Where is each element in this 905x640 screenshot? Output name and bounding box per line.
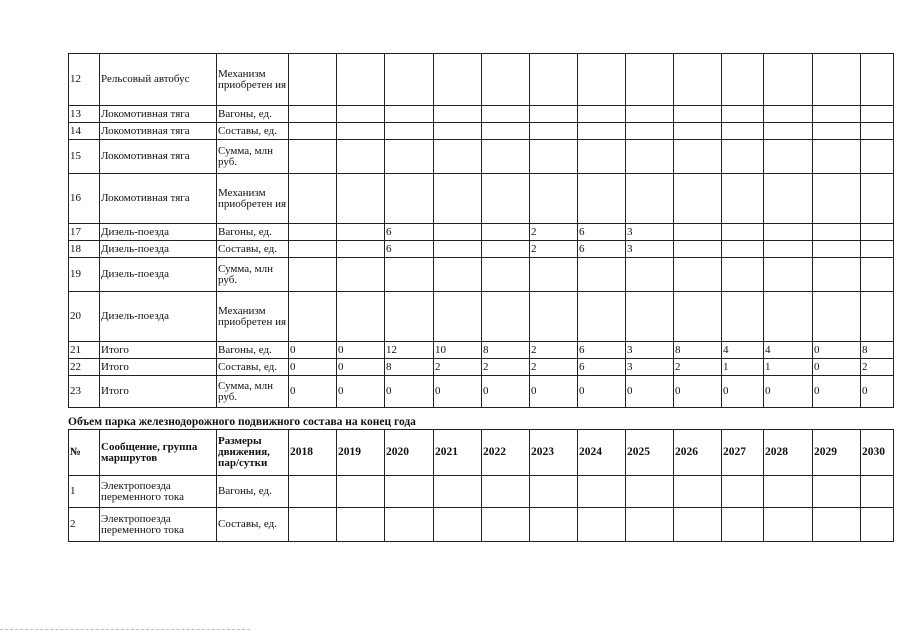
year-value-cell: 0 <box>813 376 861 408</box>
year-value-cell <box>337 292 385 342</box>
year-value-cell <box>674 508 722 542</box>
row-number-cell: 12 <box>69 54 100 106</box>
table-row <box>69 54 894 106</box>
header-year: 2029 <box>813 430 861 476</box>
year-value-cell <box>626 106 674 123</box>
header-num: № <box>69 430 100 476</box>
rolling-stock-acquisition-table <box>68 53 894 408</box>
year-value-cell: 6 <box>578 241 626 258</box>
table-row <box>69 376 894 408</box>
year-value-cell <box>764 174 813 224</box>
row-number-cell: 22 <box>69 359 100 376</box>
year-value-cell <box>337 241 385 258</box>
year-value-cell <box>764 106 813 123</box>
year-value-cell: 0 <box>289 359 337 376</box>
year-value-cell <box>626 258 674 292</box>
year-value-cell <box>578 106 626 123</box>
route-cell: Дизель-поезда <box>100 241 217 258</box>
year-value-cell <box>289 292 337 342</box>
year-value-cell <box>385 476 434 508</box>
year-value-cell <box>434 258 482 292</box>
fleet-volume-table <box>68 429 894 542</box>
year-value-cell: 4 <box>722 342 764 359</box>
year-value-cell <box>813 106 861 123</box>
year-value-cell <box>434 508 482 542</box>
year-value-cell <box>434 123 482 140</box>
route-cell: Локомотивная тяга <box>100 174 217 224</box>
year-value-cell <box>722 476 764 508</box>
measure-cell: Вагоны, ед. <box>217 476 289 508</box>
row-number-cell: 19 <box>69 258 100 292</box>
route-cell: Дизель-поезда <box>100 258 217 292</box>
year-value-cell: 0 <box>578 376 626 408</box>
row-number-cell: 2 <box>69 508 100 542</box>
table-row <box>69 508 894 542</box>
year-value-cell <box>337 476 385 508</box>
year-value-cell <box>578 508 626 542</box>
year-value-cell <box>289 258 337 292</box>
route-cell: Итого <box>100 376 217 408</box>
year-value-cell: 8 <box>861 342 894 359</box>
year-value-cell <box>578 174 626 224</box>
year-value-cell <box>674 140 722 174</box>
year-value-cell <box>722 258 764 292</box>
measure-cell: Механизм приобретен ия <box>217 174 289 224</box>
year-value-cell: 0 <box>813 359 861 376</box>
table-row <box>69 123 894 140</box>
table-row <box>69 241 894 258</box>
year-value-cell <box>434 241 482 258</box>
year-value-cell: 2 <box>530 342 578 359</box>
route-cell: Итого <box>100 342 217 359</box>
measure-cell: Сумма, млн руб. <box>217 258 289 292</box>
year-value-cell <box>626 123 674 140</box>
year-value-cell <box>813 241 861 258</box>
year-value-cell <box>722 54 764 106</box>
year-value-cell: 6 <box>578 342 626 359</box>
year-value-cell <box>385 292 434 342</box>
year-value-cell <box>674 476 722 508</box>
year-value-cell <box>337 224 385 241</box>
year-value-cell <box>722 292 764 342</box>
year-value-cell <box>530 174 578 224</box>
year-value-cell <box>813 54 861 106</box>
year-value-cell <box>289 224 337 241</box>
year-value-cell <box>626 174 674 224</box>
year-value-cell <box>530 140 578 174</box>
year-value-cell <box>674 174 722 224</box>
year-value-cell <box>813 224 861 241</box>
header-year: 2028 <box>764 430 813 476</box>
table-header-row <box>69 430 894 476</box>
header-year: 2019 <box>337 430 385 476</box>
year-value-cell: 2 <box>861 359 894 376</box>
year-value-cell <box>434 174 482 224</box>
year-value-cell <box>861 241 894 258</box>
year-value-cell <box>482 140 530 174</box>
year-value-cell <box>289 508 337 542</box>
year-value-cell <box>813 140 861 174</box>
route-cell: Электропоезда переменного тока <box>100 508 217 542</box>
header-year: 2023 <box>530 430 578 476</box>
year-value-cell <box>674 224 722 241</box>
year-value-cell <box>861 224 894 241</box>
year-value-cell: 0 <box>764 376 813 408</box>
year-value-cell <box>626 292 674 342</box>
table-row <box>69 476 894 508</box>
year-value-cell <box>764 508 813 542</box>
year-value-cell <box>530 123 578 140</box>
year-value-cell: 6 <box>385 241 434 258</box>
route-cell: Рельсовый автобус <box>100 54 217 106</box>
header-year: 2025 <box>626 430 674 476</box>
table-row <box>69 224 894 241</box>
year-value-cell <box>722 140 764 174</box>
year-value-cell <box>674 54 722 106</box>
header-route: Сообщение, группа маршрутов <box>100 430 217 476</box>
year-value-cell: 0 <box>482 376 530 408</box>
year-value-cell: 0 <box>674 376 722 408</box>
table-row <box>69 292 894 342</box>
year-value-cell <box>385 508 434 542</box>
row-number-cell: 20 <box>69 292 100 342</box>
year-value-cell: 8 <box>385 359 434 376</box>
table-row <box>69 359 894 376</box>
year-value-cell: 1 <box>722 359 764 376</box>
year-value-cell: 3 <box>626 241 674 258</box>
year-value-cell <box>722 224 764 241</box>
year-value-cell <box>434 106 482 123</box>
year-value-cell <box>764 241 813 258</box>
year-value-cell <box>482 292 530 342</box>
measure-cell: Механизм приобретен ия <box>217 292 289 342</box>
year-value-cell <box>337 508 385 542</box>
year-value-cell <box>530 54 578 106</box>
year-value-cell <box>289 140 337 174</box>
header-year: 2027 <box>722 430 764 476</box>
year-value-cell <box>482 508 530 542</box>
year-value-cell <box>764 476 813 508</box>
year-value-cell <box>722 106 764 123</box>
year-value-cell: 0 <box>337 342 385 359</box>
year-value-cell <box>813 476 861 508</box>
year-value-cell: 0 <box>289 342 337 359</box>
year-value-cell: 2 <box>530 359 578 376</box>
year-value-cell: 1 <box>764 359 813 376</box>
year-value-cell <box>385 54 434 106</box>
header-year: 2021 <box>434 430 482 476</box>
year-value-cell <box>813 508 861 542</box>
year-value-cell <box>626 54 674 106</box>
year-value-cell: 0 <box>722 376 764 408</box>
year-value-cell <box>337 106 385 123</box>
year-value-cell: 0 <box>385 376 434 408</box>
year-value-cell <box>722 241 764 258</box>
year-value-cell: 2 <box>674 359 722 376</box>
measure-cell: Вагоны, ед. <box>217 224 289 241</box>
year-value-cell: 0 <box>813 342 861 359</box>
year-value-cell: 8 <box>674 342 722 359</box>
year-value-cell <box>578 140 626 174</box>
year-value-cell <box>482 54 530 106</box>
header-year: 2024 <box>578 430 626 476</box>
footer-divider <box>0 629 250 630</box>
route-cell: Итого <box>100 359 217 376</box>
year-value-cell <box>861 106 894 123</box>
measure-cell: Составы, ед. <box>217 241 289 258</box>
year-value-cell <box>530 476 578 508</box>
year-value-cell: 2 <box>530 224 578 241</box>
year-value-cell <box>289 123 337 140</box>
year-value-cell <box>289 241 337 258</box>
table-row <box>69 140 894 174</box>
row-number-cell: 23 <box>69 376 100 408</box>
year-value-cell <box>482 106 530 123</box>
year-value-cell <box>434 140 482 174</box>
measure-cell: Вагоны, ед. <box>217 106 289 123</box>
year-value-cell: 4 <box>764 342 813 359</box>
year-value-cell: 0 <box>861 376 894 408</box>
year-value-cell: 0 <box>337 376 385 408</box>
row-number-cell: 1 <box>69 476 100 508</box>
year-value-cell: 6 <box>578 359 626 376</box>
year-value-cell <box>385 174 434 224</box>
year-value-cell: 8 <box>482 342 530 359</box>
year-value-cell <box>385 258 434 292</box>
year-value-cell: 2 <box>482 359 530 376</box>
year-value-cell <box>289 174 337 224</box>
measure-cell: Составы, ед. <box>217 123 289 140</box>
measure-cell: Механизм приобретен ия <box>217 54 289 106</box>
year-value-cell <box>861 258 894 292</box>
year-value-cell: 0 <box>289 376 337 408</box>
year-value-cell <box>385 140 434 174</box>
year-value-cell <box>861 292 894 342</box>
year-value-cell <box>434 54 482 106</box>
row-number-cell: 14 <box>69 123 100 140</box>
year-value-cell: 12 <box>385 342 434 359</box>
year-value-cell <box>530 508 578 542</box>
table-row <box>69 342 894 359</box>
year-value-cell <box>674 292 722 342</box>
year-value-cell: 2 <box>530 241 578 258</box>
year-value-cell <box>434 224 482 241</box>
year-value-cell <box>578 123 626 140</box>
header-year: 2022 <box>482 430 530 476</box>
year-value-cell <box>764 140 813 174</box>
year-value-cell <box>337 54 385 106</box>
year-value-cell <box>861 123 894 140</box>
year-value-cell: 10 <box>434 342 482 359</box>
year-value-cell <box>861 140 894 174</box>
route-cell: Локомотивная тяга <box>100 140 217 174</box>
year-value-cell <box>764 54 813 106</box>
year-value-cell <box>482 174 530 224</box>
route-cell: Дизель-поезда <box>100 292 217 342</box>
year-value-cell <box>578 292 626 342</box>
route-cell: Локомотивная тяга <box>100 123 217 140</box>
year-value-cell <box>482 123 530 140</box>
year-value-cell <box>289 54 337 106</box>
header-year: 2018 <box>289 430 337 476</box>
header-year: 2026 <box>674 430 722 476</box>
year-value-cell <box>337 140 385 174</box>
table-row <box>69 174 894 224</box>
year-value-cell <box>674 123 722 140</box>
header-year: 2020 <box>385 430 434 476</box>
year-value-cell <box>813 258 861 292</box>
measure-cell: Составы, ед. <box>217 508 289 542</box>
measure-cell: Сумма, млн руб. <box>217 140 289 174</box>
year-value-cell <box>578 258 626 292</box>
year-value-cell <box>337 123 385 140</box>
year-value-cell <box>764 123 813 140</box>
year-value-cell <box>337 174 385 224</box>
year-value-cell <box>722 123 764 140</box>
year-value-cell <box>530 258 578 292</box>
year-value-cell <box>813 123 861 140</box>
year-value-cell <box>578 476 626 508</box>
year-value-cell: 0 <box>337 359 385 376</box>
route-cell: Электропоезда переменного тока <box>100 476 217 508</box>
year-value-cell <box>674 258 722 292</box>
year-value-cell <box>813 292 861 342</box>
year-value-cell <box>764 224 813 241</box>
year-value-cell <box>764 258 813 292</box>
measure-cell: Вагоны, ед. <box>217 342 289 359</box>
year-value-cell <box>861 508 894 542</box>
year-value-cell: 3 <box>626 359 674 376</box>
year-value-cell <box>337 258 385 292</box>
year-value-cell: 0 <box>434 376 482 408</box>
year-value-cell <box>626 476 674 508</box>
year-value-cell: 6 <box>385 224 434 241</box>
year-value-cell: 2 <box>434 359 482 376</box>
row-number-cell: 17 <box>69 224 100 241</box>
header-year: 2030 <box>861 430 894 476</box>
year-value-cell <box>861 174 894 224</box>
table-row <box>69 106 894 123</box>
year-value-cell <box>289 476 337 508</box>
table-row <box>69 258 894 292</box>
row-number-cell: 13 <box>69 106 100 123</box>
row-number-cell: 15 <box>69 140 100 174</box>
row-number-cell: 21 <box>69 342 100 359</box>
year-value-cell <box>530 292 578 342</box>
year-value-cell <box>674 241 722 258</box>
row-number-cell: 18 <box>69 241 100 258</box>
route-cell: Дизель-поезда <box>100 224 217 241</box>
measure-cell: Сумма, млн руб. <box>217 376 289 408</box>
year-value-cell: 3 <box>626 224 674 241</box>
year-value-cell: 6 <box>578 224 626 241</box>
row-number-cell: 16 <box>69 174 100 224</box>
year-value-cell <box>385 123 434 140</box>
year-value-cell <box>530 106 578 123</box>
year-value-cell <box>385 106 434 123</box>
year-value-cell <box>722 174 764 224</box>
year-value-cell <box>813 174 861 224</box>
year-value-cell <box>578 54 626 106</box>
year-value-cell <box>722 508 764 542</box>
year-value-cell <box>434 292 482 342</box>
year-value-cell <box>861 54 894 106</box>
measure-cell: Составы, ед. <box>217 359 289 376</box>
year-value-cell <box>482 224 530 241</box>
year-value-cell: 0 <box>530 376 578 408</box>
year-value-cell <box>626 508 674 542</box>
year-value-cell <box>482 241 530 258</box>
route-cell: Локомотивная тяга <box>100 106 217 123</box>
year-value-cell <box>434 476 482 508</box>
year-value-cell: 3 <box>626 342 674 359</box>
year-value-cell <box>861 476 894 508</box>
year-value-cell <box>289 106 337 123</box>
header-measure: Размеры движения, пар/сутки <box>217 430 289 476</box>
fleet-volume-title: Объем парка железнодорожного подвижного состава на конец года <box>68 416 416 428</box>
year-value-cell <box>482 258 530 292</box>
year-value-cell <box>764 292 813 342</box>
year-value-cell <box>626 140 674 174</box>
year-value-cell <box>674 106 722 123</box>
year-value-cell <box>482 476 530 508</box>
year-value-cell: 0 <box>626 376 674 408</box>
